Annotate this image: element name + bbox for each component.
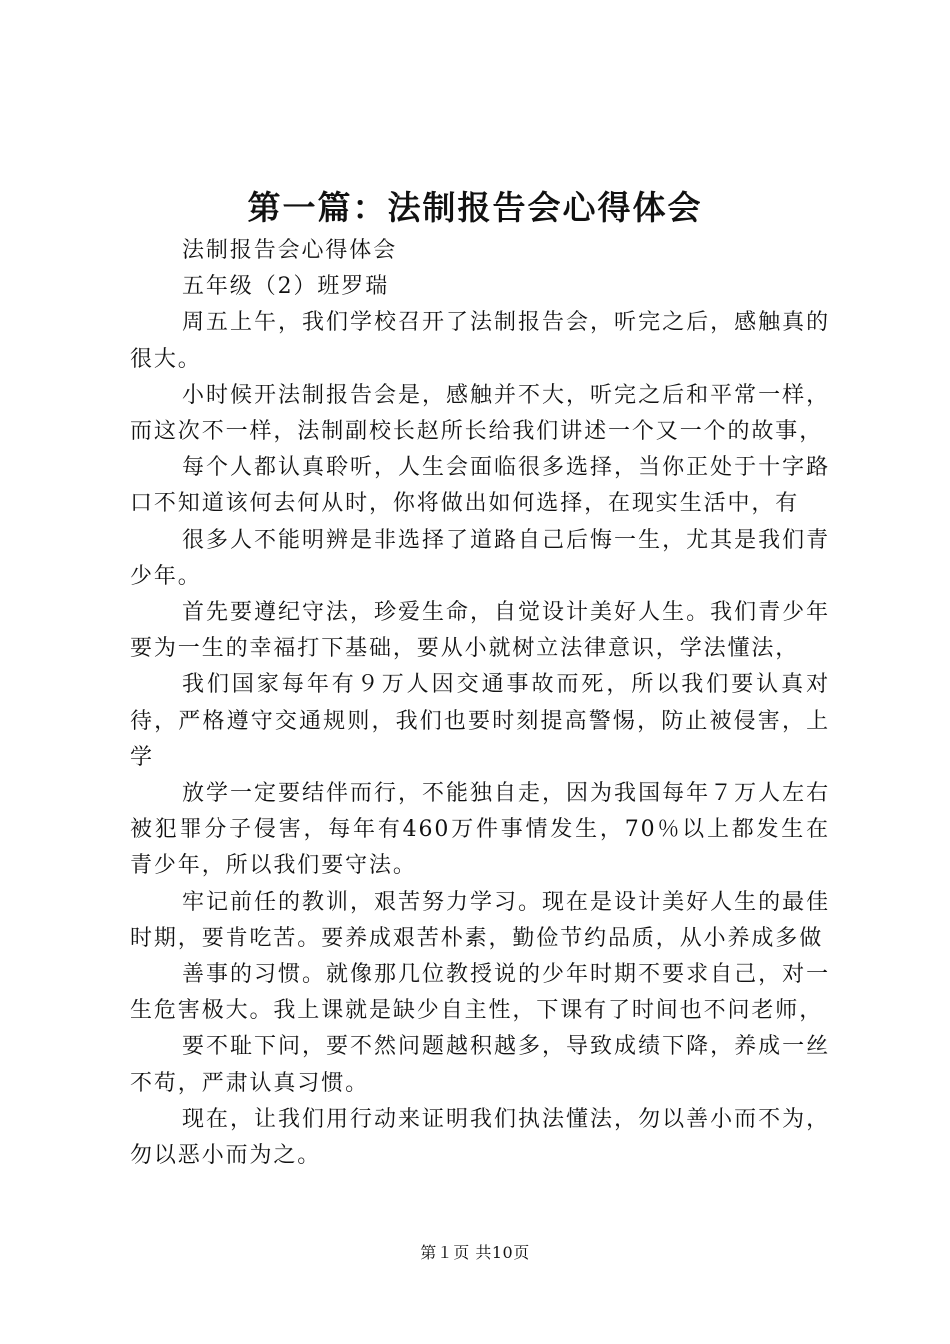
paragraph: 我们国家每年有９万人因交通事故而死，所以我们要认真对待，严格遵守交通规则，我们也要时刻提高警惕，防止被侵害，上学 (130, 672, 830, 770)
paragraph: 善事的习惯。就像那几位教授说的少年时期不要求自己，对一生危害极大。我上课就是缺少自主性，下课有了时间也不问老师， (130, 962, 830, 1024)
paragraph: 首先要遵纪守法，珍爱生命，自觉设计美好人生。我们青少年要为一生的幸福打下基础，要从小就树立法律意识，学法懂法， (130, 600, 830, 662)
paragraph: 要不耻下问，要不然问题越积越多，导致成绩下降，养成一丝不苟，严肃认真习惯。 (130, 1034, 830, 1096)
paragraph: 现在，让我们用行动来证明我们执法懂法，勿以善小而不为，勿以恶小而为之。 (130, 1106, 830, 1169)
paragraph-subtitle: 法制报告会心得体会 (182, 238, 398, 263)
paragraph: 放学一定要结伴而行，不能独自走，因为我国每年７万人左右被犯罪分子侵害，每年有460万件事情发生，70％以上都发生在青少年，所以我们要守法。 (130, 781, 830, 879)
paragraph-author: 五年级（2）班罗瑞 (182, 274, 390, 300)
paragraph: 小时候开法制报告会是，感触并不大，听完之后和平常一样，而这次不一样，法制副校长赵所长给我们讲述一个又一个的故事， (130, 382, 830, 445)
paragraph: 很多人不能明辨是非选择了道路自己后悔一生，尤其是我们青少年。 (130, 527, 830, 589)
document-body (130, 233, 830, 1174)
page-footer: 第１页 共10页 (420, 1243, 530, 1262)
document-title: 第一篇：法制报告会心得体会 (247, 188, 703, 227)
paragraph: 牢记前任的教训，艰苦努力学习。现在是设计美好人生的最佳时期，要肯吃苦。要养成艰苦朴素，勤俭节约品质，从小养成多做 (130, 889, 830, 951)
paragraph: 周五上午，我们学校召开了法制报告会，听完之后，感触真的很大。 (130, 310, 830, 372)
paragraph: 每个人都认真聆听，人生会面临很多选择，当你正处于十字路口不知道该何去何从时，你将做出如何选择，在现实生活中，有 (130, 455, 830, 517)
